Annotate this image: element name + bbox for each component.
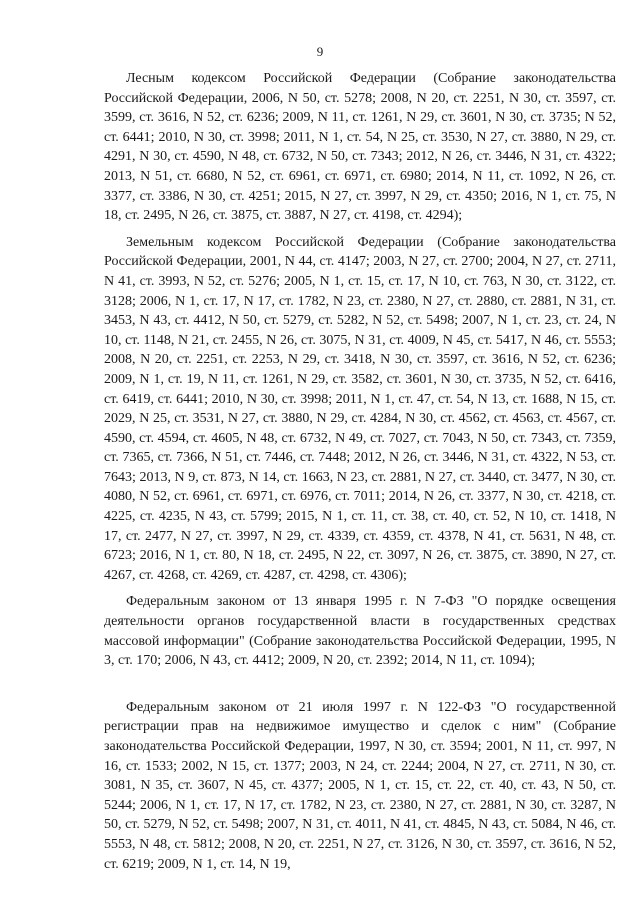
- paragraph-federal-law-7-fz: Федеральным законом от 13 января 1995 г. N 7-ФЗ "О порядке освещения деятельности органов государственной власти в государственных средствах массовой информации" (Собрание законодательства Российской Федерации, 1995, N 3, ст. 170; 2006, N 43, ст. 4412; 2009, N 20, ст. 2392; 2014, N 11, ст. 1094);: [104, 594, 616, 669]
- page-number: 9: [316, 44, 324, 59]
- paragraph-federal-law-122-fz: Федеральным законом от 21 июля 1997 г. N 122-ФЗ "О государственной регистрации прав на недвижимое имущество и сделок с ним" (Собрание законодательства Российской Федерации, 1997, N 30, ст. 3594; 2001, N 11, ст. 997, N 16, ст. 1533; 2002, N 15, ст. 1377; 2003, N 24, ст. 2244; 2004, N 27, ст. 2711, N 30, ст. 3081, N 35, ст. 3607, N 45, ст. 4377; 2005, N 1, ст. 15, ст. 22, ст. 40, ст. 43, N 50, ст. 5244; 2006, N 1, ст. 17, N 17, ст. 1782, N 23, ст. 2380, N 27, ст. 2881, N 30, ст. 3287, N 50, ст. 5279, N 52, ст. 5498; 2007, N 31, ст. 4011, N 41, ст. 4845, N 43, ст. 5084, N 46, ст. 5553, N 48, ст. 5812; 2008, N 20, ст. 2251, N 27, ст. 3126, N 30, ст. 3597, ст. 3616, N 52, ст. 6219; 2009, N 1, ст. 14, N 19,: [104, 699, 616, 872]
- paragraph-forest-code: Лесным кодексом Российской Федерации (Собрание законодательства Российской Федерации, 2006, N 50, ст. 5278; 2008, N 20, ст. 2251, N 30, ст. 3597, ст. 3599, ст. 3616, N 52, ст. 6236; 2009, N 11, ст. 1261, N 29, ст. 3601, N 30, ст. 3735; N 52, ст. 6441; 2010, N 30, ст. 3998; 2011, N 1, ст. 54, N 25, ст. 3530, N 27, ст. 3880, N 29, ст. 4291, N 30, ст. 4590, N 48, ст. 6732, N 50, ст. 7343; 2012, N 26, ст. 3446, N 31, ст. 4322; 2013, N 51, ст. 6680, N 52, ст. 6961, ст. 6971, ст. 6980; 2014, N 11, ст. 1092, N 26, ст. 3377, ст. 3386, N 30, ст. 4251; 2015, N 27, ст. 3997, N 29, ст. 4350; 2016, N 1, ст. 75, N 18, ст. 2495, N 26, ст. 3875, ст. 3887, N 27, ст. 4198, ст. 4294);: [104, 71, 616, 224]
- paragraph-land-code: Земельным кодексом Российской Федерации (Собрание законодательства Российской Федерации, 2001, N 44, ст. 4147; 2003, N 27, ст. 2700; 2004, N 27, ст. 2711, N 41, ст. 3993, N 52, ст. 5276; 2005, N 1, ст. 15, ст. 17, N 10, ст. 763, N 30, ст. 3122, ст. 3128; 2006, N 1, ст. 17, N 17, ст. 1782, N 23, ст. 2380, N 27, ст. 2880, ст. 2881, N 31, ст. 3453, N 43, ст. 4412, N 50, ст. 5279, ст. 5282, N 52, ст. 5498; 2007, N 1, ст. 23, ст. 24, N 10, ст. 1148, N 21, ст. 2455, N 26, ст. 3075, N 31, ст. 4009, N 45, ст. 5417, N 46, ст. 5553; 2008, N 20, ст. 2251, ст. 2253, N 29, ст. 3418, N 30, ст. 3597, ст. 3616, N 52, ст. 6236; 2009, N 1, ст. 19, N 11, ст. 1261, N 29, ст. 3582, ст. 3601, N 30, ст. 3735, N 52, ст. 6416, ст. 6419, ст. 6441; 2010, N 30, ст. 3998; 2011, N 1, ст. 47, ст. 54, N 13, ст. 1688, N 15, ст. 2029, N 25, ст. 3531, N 27, ст. 3880, N 29, ст. 4284, N 30, ст. 4562, ст. 4563, ст. 4567, ст. 4590, ст. 4594, ст. 4605, N 48, ст. 6732, N 49, ст. 7027, ст. 7043, N 50, ст. 7343, ст. 7359, ст. 7365, ст. 7366, N 51, ст. 7446, ст. 7448; 2012, N 26, ст. 3446, N 31, ст. 4322, N 53, ст. 7643; 2013, N 9, ст. 873, N 14, ст. 1663, N 23, ст. 2881, N 27, ст. 3440, ст. 3477, N 30, ст. 4080, N 52, ст. 6961, ст. 6971, ст. 6976, ст. 7011; 2014, N 26, ст. 3377, N 30, ст. 4218, ст. 4225, ст. 4235, N 43, ст. 5799; 2015, N 1, ст. 11, ст. 38, ст. 40, ст. 52, N 10, ст. 1418, N 17, ст. 2477, N 27, ст. 3997, N 29, ст. 4339, ст. 4359, ст. 4378, N 41, ст. 5631, N 48, ст. 6723; 2016, N 1, ст. 80, N 18, ст. 2495, N 22, ст. 3097, N 26, ст. 3875, ст. 3890, N 27, ст. 4267, ст. 4268, ст. 4269, ст. 4287, ст. 4298, ст. 4306);: [104, 234, 616, 583]
- document-body: [104, 69, 616, 874]
